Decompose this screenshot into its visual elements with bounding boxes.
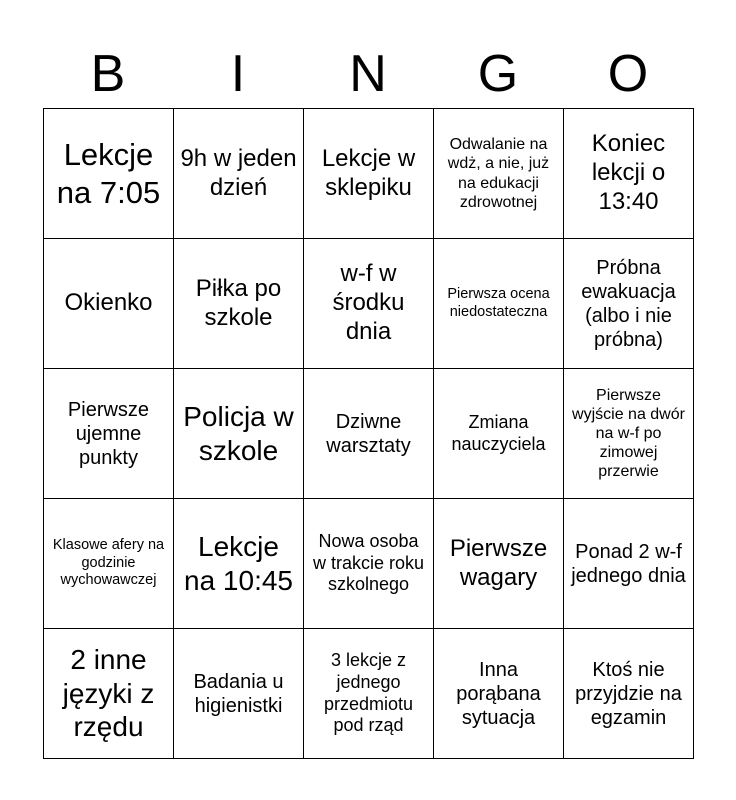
header-letter-o: O [607, 45, 649, 103]
header-letter-n: N [349, 45, 387, 103]
board-row [44, 629, 694, 759]
bingo-header [43, 40, 693, 108]
bingo-cell[interactable]: Ktoś nie przyjdzie na egzamin [564, 629, 694, 759]
board-row [44, 369, 694, 499]
bingo-cell[interactable]: Lekcje na 10:45 [174, 499, 304, 629]
board-row [44, 109, 694, 239]
bingo-cell[interactable]: Pierwsze wyjście na dwór na w-f po zimowej przerwie [564, 369, 694, 499]
bingo-cell[interactable]: Nowa osoba w trakcie roku szkolnego [304, 499, 434, 629]
bingo-cell[interactable]: Lekcje na 7:05 [44, 109, 174, 239]
header-letter-b: B [90, 45, 126, 103]
bingo-cell[interactable]: Pierwsze wagary [434, 499, 564, 629]
bingo-cell[interactable]: Inna porąbana sytuacja [434, 629, 564, 759]
bingo-cell[interactable]: Policja w szkole [174, 369, 304, 499]
bingo-cell[interactable]: Klasowe afery na godzinie wychowawczej [44, 499, 174, 629]
bingo-cell[interactable]: Lekcje w sklepiku [304, 109, 434, 239]
bingo-cell[interactable]: Próbna ewakuacja (albo i nie próbna) [564, 239, 694, 369]
bingo-board [43, 108, 694, 759]
bingo-cell[interactable]: Badania u higienistki [174, 629, 304, 759]
bingo-cell[interactable]: 3 lekcje z jednego przedmiotu pod rząd [304, 629, 434, 759]
bingo-cell[interactable]: Odwalanie na wdż, a nie, już na edukacji zdrowotnej [434, 109, 564, 239]
bingo-cell[interactable]: Piłka po szkole [174, 239, 304, 369]
bingo-cell[interactable]: Zmiana nauczyciela [434, 369, 564, 499]
bingo-cell[interactable]: Koniec lekcji o 13:40 [564, 109, 694, 239]
board-row [44, 499, 694, 629]
bingo-cell[interactable]: Pierwsza ocena niedostateczna [434, 239, 564, 369]
bingo-cell[interactable]: Ponad 2 w-f jednego dnia [564, 499, 694, 629]
header-letter-g: G [477, 45, 519, 103]
bingo-cell[interactable]: 9h w jeden dzień [174, 109, 304, 239]
bingo-cell[interactable]: Okienko [44, 239, 174, 369]
bingo-cell[interactable]: 2 inne języki z rzędu [44, 629, 174, 759]
bingo-cell[interactable]: Pierwsze ujemne punkty [44, 369, 174, 499]
bingo-cell[interactable]: w-f w środku dnia [304, 239, 434, 369]
board-row [44, 239, 694, 369]
bingo-cell[interactable]: Dziwne warsztaty [304, 369, 434, 499]
header-letter-i: I [230, 45, 246, 103]
